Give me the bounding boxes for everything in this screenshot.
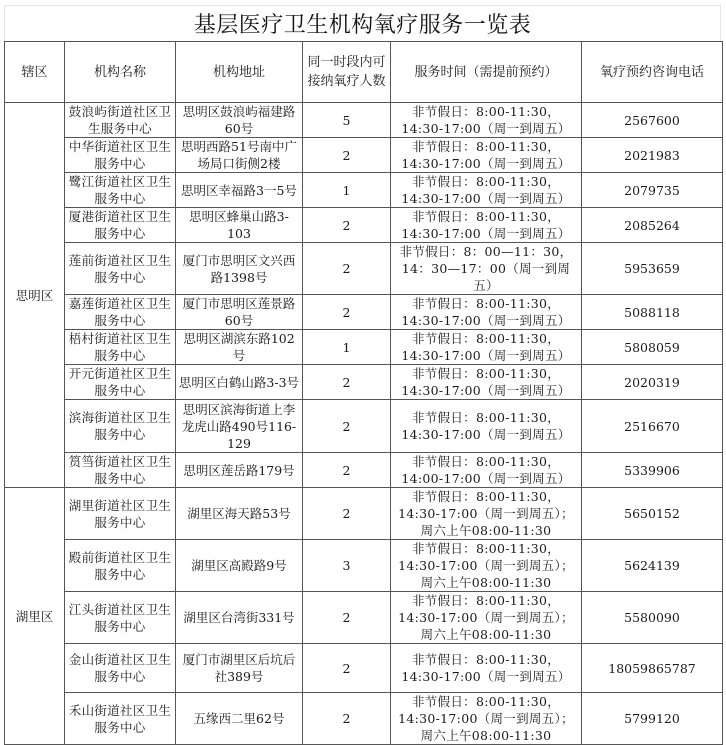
capacity: 2	[303, 365, 391, 400]
phone-number: 2021983	[582, 138, 723, 173]
service-hours: 非节假日：8:00-11:30，14:30-17:00（周一到周五）；周六上午08:00-11:30	[391, 592, 582, 644]
institution-name: 梧村街道社区卫生服务中心	[65, 330, 176, 365]
phone-number: 18059865787	[582, 644, 723, 693]
institution-name: 鹭江街道社区卫生服务中心	[65, 173, 176, 208]
capacity: 2	[303, 488, 391, 540]
phone-number: 5580090	[582, 592, 723, 644]
institution-address: 思明区鼓浪屿福建路60号	[176, 103, 303, 138]
capacity: 3	[303, 540, 391, 592]
capacity: 2	[303, 400, 391, 453]
institution-name: 江头街道社区卫生服务中心	[65, 592, 176, 644]
header-address: 机构地址	[176, 42, 303, 103]
institution-address: 思明区滨海街道上李龙虎山路490号116-129	[176, 400, 303, 453]
institution-name: 筼筜街道社区卫生服务中心	[65, 453, 176, 488]
institution-address: 厦门市湖里区后坑后社389号	[176, 644, 303, 693]
institution-address: 湖里区台湾街331号	[176, 592, 303, 644]
phone-number: 5808059	[582, 330, 723, 365]
phone-number: 2567600	[582, 103, 723, 138]
table-row	[5, 138, 723, 173]
service-hours: 非节假日：8:00-11:30，14:30-17:00（周一到周五）	[391, 400, 582, 453]
district-cell: 湖里区	[5, 488, 65, 745]
page-title: 基层医疗卫生机构氧疗服务一览表	[193, 13, 532, 38]
service-hours: 非节假日：8:00-11:30，14:30-17:00（周一到周五）；周六上午08:00-11:30	[391, 693, 582, 745]
institution-address: 五缘西二里62号	[176, 693, 303, 745]
service-hours: 非节假日：8:00-11:30，14:30-17:00（周一到周五）	[391, 295, 582, 330]
header-name: 机构名称	[65, 42, 176, 103]
phone-number: 2516670	[582, 400, 723, 453]
capacity: 2	[303, 644, 391, 693]
table-row	[5, 453, 723, 488]
institution-name: 中华街道社区卫生服务中心	[65, 138, 176, 173]
table-row	[5, 592, 723, 644]
phone-number: 5953659	[582, 243, 723, 295]
table-row	[5, 693, 723, 745]
table-row	[5, 330, 723, 365]
table-row	[5, 400, 723, 453]
oxygen-therapy-table	[4, 41, 723, 745]
table-row	[5, 540, 723, 592]
table-row	[5, 488, 723, 540]
institution-address: 思明区莲岳路179号	[176, 453, 303, 488]
district-cell: 思明区	[5, 103, 65, 488]
phone-number: 2079735	[582, 173, 723, 208]
service-hours: 非节假日：8:00-11:30，14:30-17:00（周一到周五）；周六上午08:00-11:30	[391, 540, 582, 592]
table-row	[5, 365, 723, 400]
institution-address: 思明区白鹤山路3-3号	[176, 365, 303, 400]
table-row	[5, 243, 723, 295]
capacity: 1	[303, 330, 391, 365]
capacity: 2	[303, 138, 391, 173]
institution-address: 思明西路51号南中广场局口街侧2楼	[176, 138, 303, 173]
institution-name: 开元街道社区卫生服务中心	[65, 365, 176, 400]
institution-address: 思明区湖滨东路102号	[176, 330, 303, 365]
institution-address: 思明区幸福路3一5号	[176, 173, 303, 208]
phone-number: 5650152	[582, 488, 723, 540]
institution-name: 禾山街道社区卫生服务中心	[65, 693, 176, 745]
table-row	[5, 173, 723, 208]
institution-name: 鼓浪屿街道社区卫生服务中心	[65, 103, 176, 138]
service-hours: 非节假日：8:00-11:30，14:30-17:00（周一到周五）；周六上午08:00-11:30	[391, 488, 582, 540]
header-district: 辖区	[5, 42, 65, 103]
header-row	[5, 42, 723, 103]
institution-address: 湖里区高殿路9号	[176, 540, 303, 592]
service-hours: 非节假日：8：00—11：30，14：30—17：00（周一到周五）	[391, 243, 582, 295]
header-hours: 服务时间（需提前预约）	[391, 42, 582, 103]
capacity: 1	[303, 173, 391, 208]
header-phone: 氧疗预约咨询电话	[582, 42, 723, 103]
institution-address: 厦门市思明区莲景路60号	[176, 295, 303, 330]
institution-name: 滨海街道社区卫生服务中心	[65, 400, 176, 453]
service-hours: 非节假日：8:00-11:30，14:30-17:00（周一到周五）	[391, 208, 582, 243]
service-hours: 非节假日：8:00-11:30，14:30-17:00（周一到周五）	[391, 103, 582, 138]
service-hours: 非节假日：8:00-11:30，14:00-17:00（周一到周五）	[391, 453, 582, 488]
phone-number: 5624139	[582, 540, 723, 592]
institution-name: 嘉莲街道社区卫生服务中心	[65, 295, 176, 330]
phone-number: 5799120	[582, 693, 723, 745]
phone-number: 5088118	[582, 295, 723, 330]
table-row	[5, 295, 723, 330]
institution-address: 湖里区海天路53号	[176, 488, 303, 540]
table-row	[5, 103, 723, 138]
capacity: 5	[303, 103, 391, 138]
phone-number: 2085264	[582, 208, 723, 243]
institution-address: 厦门市思明区文兴西路1398号	[176, 243, 303, 295]
institution-name: 莲前街道社区卫生服务中心	[65, 243, 176, 295]
title-box	[4, 5, 721, 41]
capacity: 2	[303, 295, 391, 330]
phone-number: 5339906	[582, 453, 723, 488]
institution-name: 殿前街道社区卫生服务中心	[65, 540, 176, 592]
service-hours: 非节假日：8:00-11:30，14:30-17:00（周一到周五）	[391, 644, 582, 693]
service-hours: 非节假日：8:00-11:30，14:30-17:00（周一到周五）	[391, 173, 582, 208]
service-hours: 非节假日：8:00-11:30，14:30-17:00（周一到周五）	[391, 330, 582, 365]
table-row	[5, 644, 723, 693]
institution-name: 金山街道社区卫生服务中心	[65, 644, 176, 693]
table-row	[5, 208, 723, 243]
institution-name: 湖里街道社区卫生服务中心	[65, 488, 176, 540]
capacity: 2	[303, 208, 391, 243]
capacity: 2	[303, 693, 391, 745]
institution-name: 厦港街道社区卫生服务中心	[65, 208, 176, 243]
service-hours: 非节假日：8:00-11:30，14:30-17:00（周一到周五）	[391, 138, 582, 173]
capacity: 2	[303, 243, 391, 295]
header-capacity: 同一时段内可接纳氧疗人数	[303, 42, 391, 103]
service-hours: 非节假日：8:00-11:30，14:30-17:00（周一到周五）	[391, 365, 582, 400]
phone-number: 2020319	[582, 365, 723, 400]
institution-address: 思明区蜂巢山路3-103	[176, 208, 303, 243]
capacity: 2	[303, 453, 391, 488]
capacity: 2	[303, 592, 391, 644]
